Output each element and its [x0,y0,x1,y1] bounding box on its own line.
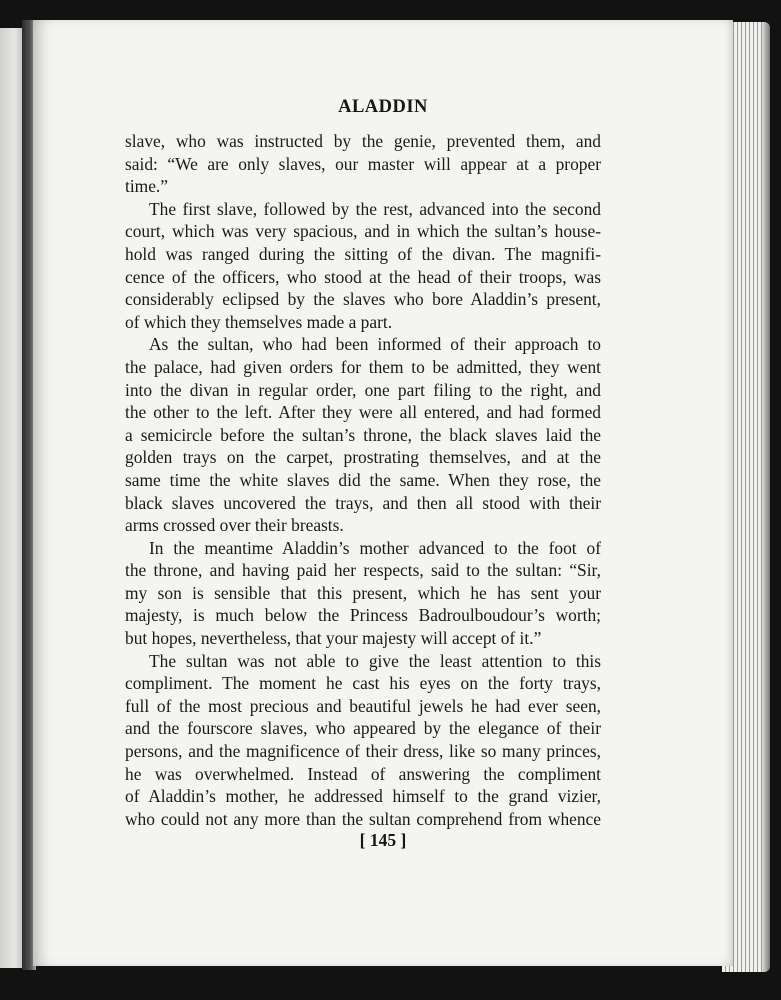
text-line: compliment. The moment he cast his eyes on the forty trays, [125,673,601,694]
text-line: time.” [125,176,168,197]
text-line: the throne, and having paid her respects, said to the sultan: “Sir, [125,560,601,581]
text-line: arms crossed over their breasts. [125,515,344,536]
body-text [125,130,601,830]
text-line: the palace, had given orders for them to be admitted, they went [125,356,601,377]
text-line: of which they themselves made a part. [125,311,393,332]
text-line: court, which was very spacious, and in which the sultan’s house- [125,221,601,242]
page-number: [ 145 ] [359,830,407,850]
text-line: and the fourscore slaves, who appeared by the elegance of their [125,718,601,739]
text-line: black slaves uncovered the trays, and then all stood with their [125,492,601,513]
text-line: slave, who was instructed by the genie, prevented them, and [125,131,601,151]
text-line: The sultan was not able to give the least attention to this [149,650,601,671]
text-line: In the meantime Aladdin’s mother advanced to the foot of [149,537,601,558]
book-page [33,20,733,966]
text-line: he was overwhelmed. Instead of answering the compliment [125,763,601,784]
text-line: As the sultan, who had been informed of their approach to [149,334,601,355]
text-line: but hopes, nevertheless, that your majesty will accept of it.” [125,628,542,649]
text-line: golden trays on the carpet, prostrating themselves, and at the [125,447,601,468]
text-line: my son is sensible that this present, which he has sent your [125,582,601,603]
text-line: said: “We are only slaves, our master will appear at a proper [125,153,601,174]
text-line: into the divan in regular order, one part filing to the right, and [125,379,601,400]
text-line: considerably eclipsed by the slaves who bore Aladdin’s present, [125,289,601,310]
text-line: a semicircle before the sultan’s throne, the black slaves laid the [125,424,601,445]
running-head: ALADDIN [338,97,428,117]
text-line: persons, and the magnificence of their dress, like so many princes, [125,741,601,762]
text-line: the other to the left. After they were all entered, and had formed [125,402,601,423]
text-line: same time the white slaves did the same. When they rose, the [125,469,601,490]
text-line: of Aladdin’s mother, he addressed himself to the grand vizier, [125,786,601,807]
text-line: who could not any more than the sultan comprehend from whence [125,808,601,829]
text-line: full of the most precious and beautiful jewels he had ever seen, [125,695,601,716]
text-line: hold was ranged during the sitting of the divan. The magnifi- [125,243,601,264]
text-line: The first slave, followed by the rest, advanced into the second [149,198,601,219]
text-line: majesty, is much below the Princess Badroulboudour’s worth; [125,605,601,626]
text-line: cence of the officers, who stood at the head of their troops, was [125,266,601,287]
